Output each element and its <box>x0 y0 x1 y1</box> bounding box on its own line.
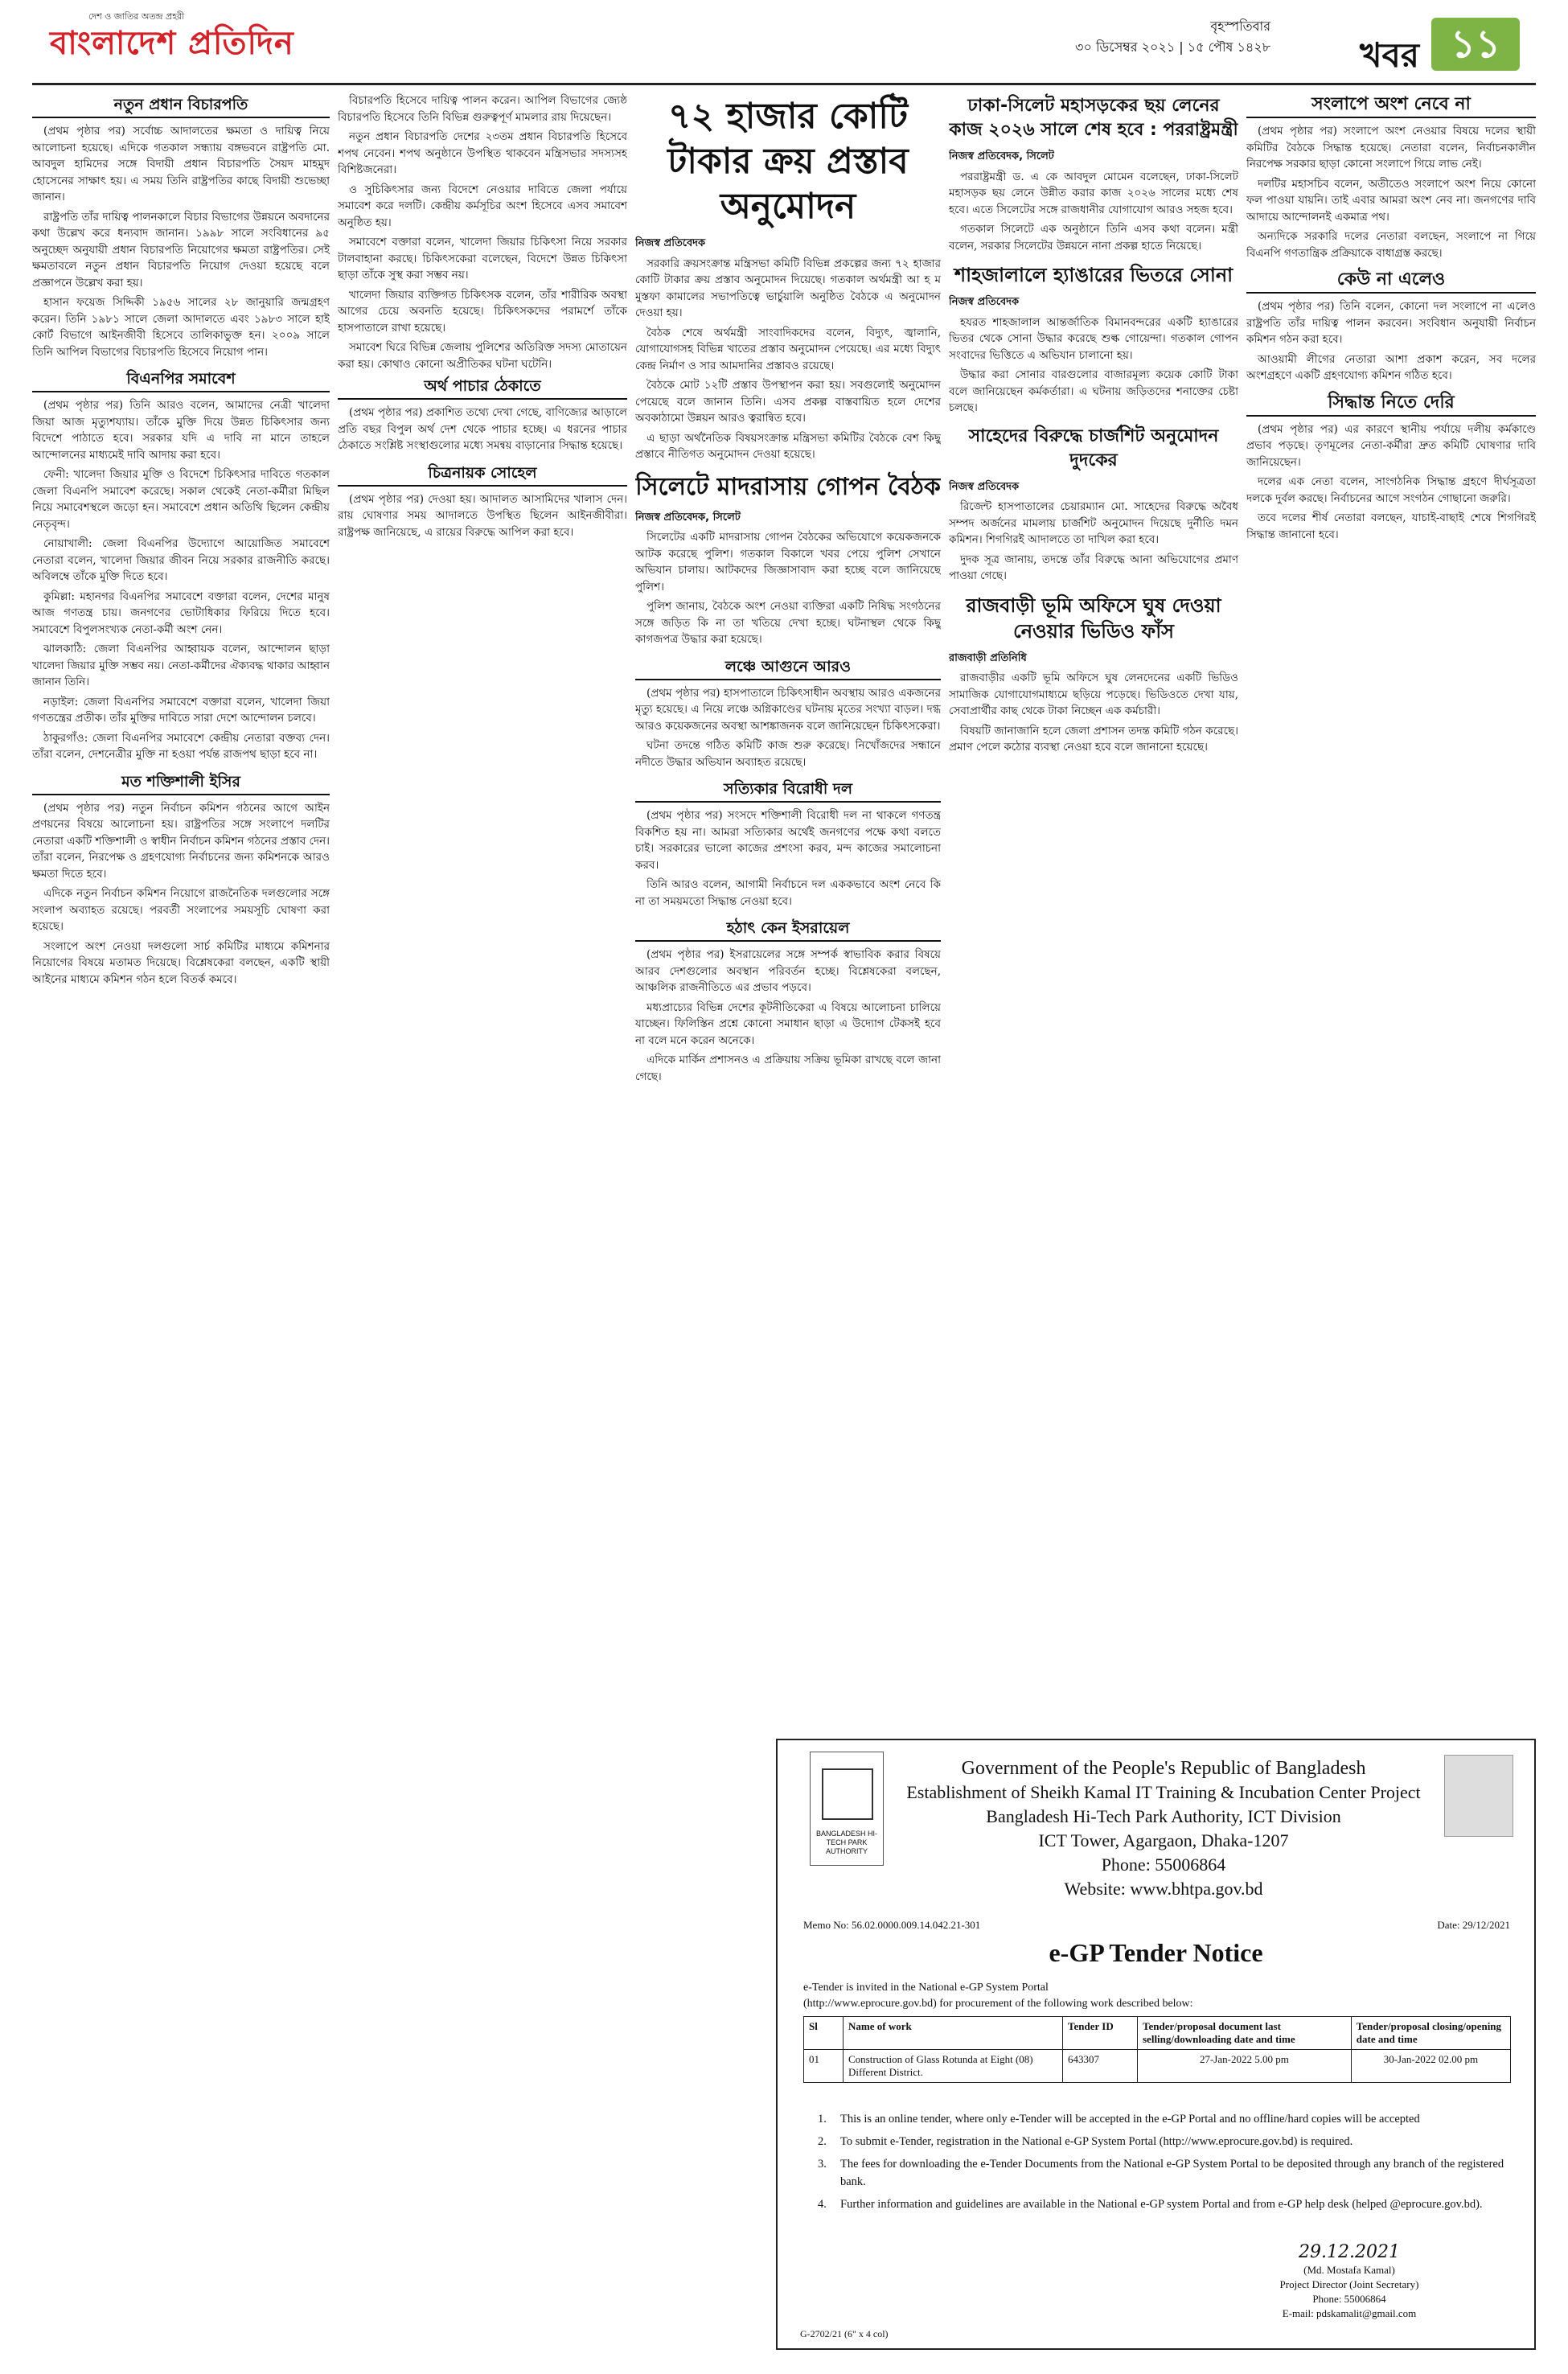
article-rajbari-bribe <box>949 593 1238 756</box>
signer-name: (Md. Mostafa Kamal) <box>1303 2264 1395 2276</box>
byline: নিজস্ব প্রতিবেদক, সিলেট <box>949 150 1054 162</box>
paragraph: (প্রথম পৃষ্ঠার পর) সংসদে শক্তিশালী বিরোধী দল না থাকলে গণতন্ত্র বিকশিত হয় না। আমরা সত্যিকার অর্থেই জনগণের পক্ষে কথা বলতে চাই। সরকারের ভালো কাজের প্রশংসা করব, মন্দ কাজের সমালোচনা করব। <box>635 809 941 872</box>
paragraph: ঝালকাঠি: জেলা বিএনপির আহ্বায়ক বলেন, আন্দোলন ছাড়া খালেদা জিয়ার মুক্তি সম্ভব নয়। নেতা-কর্মীদের ঐক্যবদ্ধ থাকার আহ্বান জানান তিনি। <box>32 643 330 688</box>
byline: নিজস্ব প্রতিবেদক, সিলেট <box>635 511 741 524</box>
paragraph: ঠাকুরগাঁও: জেলা বিএনপির সমাবেশে কেন্দ্রীয় নেতারা বক্তব্য দেন। তাঁরা বলেন, দেশনেত্রীর মুক্তি না হওয়া পর্যন্ত রাজপথ ছাড়া হবে না। <box>32 731 330 761</box>
table-row <box>804 2050 1511 2083</box>
paragraph: দুদক সূত্র জানায়, তদন্তে তাঁর বিরুদ্ধে আনা অভিযোগের প্রমাণ পাওয়া গেছে। <box>949 552 1238 582</box>
headline: মত শক্তিশালী ইসির <box>32 771 330 795</box>
headline: সত্যিকার বিরোধী দল <box>635 778 941 803</box>
tender-intro <box>803 1980 1193 2012</box>
paragraph: কুমিল্লা: মহানগর বিএনপির সমাবেশে বক্তারা বলেন, দেশের মানুষ আজ গণতন্ত্র চায়। জনগণের ভোটাধিকার ফিরিয়ে দিতে হবে। সমাবেশে বিপুলসংখ্যক নেতা-কর্মী অংশ নেন। <box>32 589 330 636</box>
note-text: To submit e-Tender, registration in the National e-GP System Portal (http://www.eprocure.gov.bd) is required. <box>840 2135 1353 2148</box>
column-header: Tender/proposal document last selling/downloading date and time <box>1138 2017 1352 2050</box>
authority-name: Bangladesh Hi-Tech Park Authority, ICT Division <box>986 1806 1341 1826</box>
signature-block <box>1261 2242 1438 2321</box>
article-decision-delay <box>1246 392 1536 544</box>
paragraph: নড়াইল: জেলা বিএনপির সমাবেশে বক্তারা বলেন, খালেদা জিয়া গণতন্ত্রের প্রতীক। তাঁর মুক্তির দাবিতে সারা দেশে আন্দোলন চলবে। <box>32 695 330 725</box>
newspaper-logo: বাংলাদেশ প্রতিদিন <box>50 25 294 62</box>
note-item: 3. The fees for downloading the e-Tender Documents from the National e-GP System Portal to be deposited through any branch of the registered bank. <box>818 2155 1509 2191</box>
paragraph: আওয়ামী লীগের নেতারা আশা প্রকাশ করেন, সব দলের অংশগ্রহণে একটি গ্রহণযোগ্য কমিশন গঠিত হবে। <box>1246 352 1536 382</box>
column-header: Name of work <box>844 2017 1063 2050</box>
paragraph: ঘটনা তদন্তে গঠিত কমিটি কাজ শুরু করেছে। নিখোঁজদের সন্ধানে নদীতে উদ্ধার অভিযান অব্যাহত রয়েছে। <box>635 739 941 769</box>
paragraph: সমাবেশে বক্তারা বলেন, খালেদা জিয়ার চিকিৎসা নিয়ে সরকার টালবাহানা করছে। চিকিৎসকেরা বলেছেন, বিদেশে উন্নত চিকিৎসা ছাড়া তাঁকে সুস্থ করা সম্ভব নয়। <box>338 236 627 281</box>
paragraph: নোয়াখালী: জেলা বিএনপির উদ্যোগে আয়োজিত সমাবেশে নেতারা বলেন, খালেদা জিয়ার জীবন নিয়ে সরকার রাজনীতি করছে। অবিলম্বে তাঁকে মুক্তি দিতে হবে। <box>32 537 330 583</box>
headline: কেউ না এলেও <box>1246 269 1536 294</box>
article-shahjalal-gold <box>949 262 1238 417</box>
paragraph: মধ্যপ্রাচ্যের বিভিন্ন দেশের কূটনীতিকেরা এ বিষয়ে আলোচনা চালিয়ে যাচ্ছেন। ফিলিস্তিন প্রশ্নে কোনো সমাধান ছাড়া এ উদ্যোগ টেকসই হবে না বলে মনে করেন অনেকে। <box>635 1000 941 1047</box>
date: ৩০ ডিসেম্বর ২০২১ | ১৫ পৌষ ১৪২৮ <box>1075 39 1270 55</box>
signer-email: E-mail: pdskamalit@gmail.com <box>1282 2307 1417 2319</box>
headline: অর্থ পাচার ঠেকাতে <box>338 376 627 400</box>
column-5 <box>1246 92 1536 1725</box>
paragraph: তবে দলের শীর্ষ নেতারা বলছেন, যাচাই-বাছাই শেষে শিগগিরই সিদ্ধান্ত জানানো হবে। <box>1246 511 1536 541</box>
article-launch-fire <box>635 656 941 771</box>
headline: রাজবাড়ী ভূমি অফিসে ঘুষ দেওয়া নেওয়ার ভিডিও ফাঁস <box>966 594 1221 643</box>
tender-title: e-GP Tender Notice <box>1049 1938 1263 1967</box>
website: Website: www.bhtpa.gov.bd <box>1064 1879 1263 1899</box>
table-cell: 643307 <box>1063 2050 1138 2083</box>
paragraph: গতকাল সিলেটে এক অনুষ্ঠানে তিনি এসব কথা বলেন। মন্ত্রী বলেন, সরকার সিলেটের উন্নয়নে নানা প্রকল্প হাতে নিয়েছে। <box>949 223 1238 253</box>
paragraph: তিনি আরও বলেন, আগামী নির্বাচনে দল এককভাবে অংশ নেবে কি না তা সময়মতো সিদ্ধান্ত নেওয়া হবে। <box>635 878 941 908</box>
paragraph: (প্রথম পৃষ্ঠার পর) ইসরায়েলের সঙ্গে সম্পর্ক স্বাভাবিক করার বিষয়ে আরব দেশগুলোর অবস্থান পরিবর্তন হচ্ছে। বিশ্লেষকেরা বলছেন, আঞ্চলিক রাজনীতিতে এর প্রভাব পড়বে। <box>635 948 941 994</box>
paragraph: (প্রথম পৃষ্ঠার পর) নতুন নির্বাচন কমিশন গঠনের আগে আইন প্রণয়নের বিষয়ে আলোচনা হয়। রাষ্ট্রপতির সঙ্গে সংলাপে দলটির নেতারা একটি শক্তিশালী ও স্বাধীন নির্বাচন কমিশন গঠনের প্রস্তাব দেন। তাঁরা বলেন, নিরপেক্ষ ও গ্রহণযোগ্য নির্বাচনের জন্য কমিশনকে আরও ক্ষমতা দিতে হবে। <box>32 801 330 881</box>
govt-name: Government of the People's Republic of Bangladesh <box>961 1758 1366 1779</box>
paragraph: নতুন প্রধান বিচারপতি দেশের ২৩তম প্রধান বিচারপতি হিসেবে শপথ নেবেন। শপথ অনুষ্ঠানে উপস্থিত থাকবেন মন্ত্রিসভার সদস্যসহ বিশিষ্টজনেরা। <box>338 130 627 176</box>
paragraph: পুলিশ জানায়, বৈঠকে অংশ নেওয়া ব্যক্তিরা একটি নিষিদ্ধ সংগঠনের সঙ্গে জড়িত কি না তা খতিয়ে দেখা হচ্ছে। ঘটনাস্থল থেকে কিছু কাগজপত্র উদ্ধার করা হয়েছে। <box>635 600 941 646</box>
paragraph: রাজবাড়ীর একটি ভূমি অফিসে ঘুষ লেনদেনের একটি ভিডিও সামাজিক যোগাযোগমাধ্যমে ছড়িয়ে পড়েছে। ভিডিওতে দেখা যায়, সেবাপ্রার্থীর কাছ থেকে টাকা নিচ্ছেন এক কর্মচারী। <box>949 672 1238 717</box>
byline: নিজস্ব প্রতিবেদক <box>635 237 706 249</box>
column-3 <box>635 92 941 1725</box>
paragraph: বৈঠকে মোট ১২টি প্রস্তাব উপস্থাপন করা হয়। সবগুলোই অনুমোদন পেয়েছে বলে জানান তিনি। এসব প্রকল্প বাস্তবায়িত হলে দেশের অবকাঠামো উন্নয়ন আরও ত্বরান্বিত হবে। <box>635 379 941 425</box>
paragraph: ফেনী: খালেদা জিয়ার মুক্তি ও বিদেশে চিকিৎসার দাবিতে গতকাল জেলা বিএনপি সমাবেশ করেছে। সকাল থেকেই নেতা-কর্মীরা মিছিল নিয়ে সমাবেশস্থলে জড়ো হন। সমাবেশে প্রধান অতিথি ছিলেন কেন্দ্রীয় নেতৃবৃন্দ। <box>32 468 330 531</box>
building-icon <box>822 1768 873 1820</box>
intro-line: e-Tender is invited in the National e-GP System Portal <box>803 1982 1049 1994</box>
headline: চিত্রনায়ক সোহেল <box>338 462 627 487</box>
article-actor-sohel <box>338 462 627 541</box>
byline: নিজস্ব প্রতিবেদক <box>949 480 1020 493</box>
lead-headline: ৭২ হাজার কোটি টাকার ক্রয় প্রস্তাব অনুমোদন <box>667 96 909 227</box>
paragraph: সংলাপে অংশ নেওয়া দলগুলো সার্চ কমিটির মাধ্যমে কমিশনার নিয়োগের বিষয়ে মতামত দিয়েছে। বিশ্লেষকেরা বলছেন, একটি স্থায়ী আইনের মাধ্যমে কমিশন গঠন হলে বিতর্ক কমবে। <box>32 939 330 986</box>
paragraph: এ ছাড়া অর্থনৈতিক বিষয়সংক্রান্ত মন্ত্রিসভা কমিটির বৈঠকে বেশ কিছু প্রস্তাবে নীতিগত অনুমোদন দেওয়া হয়েছে। <box>635 431 941 461</box>
table-cell: 27-Jan-2022 5.00 pm <box>1138 2050 1352 2083</box>
headline: লঞ্চে আগুনে আরও <box>635 656 941 680</box>
signer-phone: Phone: 55006864 <box>1312 2293 1386 2305</box>
dateline <box>1075 16 1270 58</box>
paragraph: হযরত শাহজালাল আন্তর্জাতিক বিমানবন্দরের একটি হ্যাঙারের ভিতর থেকে সোনা উদ্ধার করেছে শুল্ক গোয়েন্দা। গতকাল গোপন সংবাদের ভিত্তিতে এ অভিযান চালানো হয়। <box>949 315 1238 362</box>
paragraph: সিলেটের একটি মাদরাসায় গোপন বৈঠকের অভিযোগে কয়েকজনকে আটক করেছে পুলিশ। গতকাল বিকালে খবর পেয়ে পুলিশ সেখানে অভিযান চালায়। আটকদের জিজ্ঞাসাবাদ করা হচ্ছে বলে জানিয়েছে পুলিশ। <box>635 531 941 594</box>
paragraph: (প্রথম পৃষ্ঠার পর) এর কারণে স্থানীয় পর্যায়ে দলীয় কর্মকাণ্ডে প্রভাব পড়ছে। তৃণমূলের নেতা-কর্মীরা দ্রুত কমিটি ঘোষণার দাবি জানিয়েছেন। <box>1246 422 1536 469</box>
note-text: Further information and guidelines are available in the National e-GP system Portal and from e-GP help desk (helped @eprocure.gov.bd). <box>840 2198 1483 2211</box>
paragraph: (প্রথম পৃষ্ঠার পর) সর্বোচ্চ আদালতের ক্ষমতা ও দায়িত্ব নিয়ে আলোচনা হয়েছে। এদিকে গতকাল সন্ধ্যায় বঙ্গভবনে রাষ্ট্রপতি মো. আবদুল হামিদের সঙ্গে বিদায়ী প্রধান বিচারপতি সৈয়দ মাহমুদ হোসেনের সাক্ষাৎ হয়। এ সময় তিনি রাষ্ট্রপতির কাছে বিদায়ী শুভেচ্ছা জানান। <box>32 125 330 203</box>
ad-code: G-2702/21 (6" x 4 col) <box>800 2328 889 2339</box>
paragraph: দলটির মহাসচিব বলেন, অতীতেও সংলাপে অংশ নিয়ে কোনো ফল পাওয়া যায়নি। তাই এবার আমরা অংশ নেব না। জনগণের দাবি আদায়ে আন্দোলনই একমাত্র পথ। <box>1246 177 1536 224</box>
note-text: This is an online tender, where only e-Tender will be accepted in the e-GP Portal and no offline/hard copies will be accepted <box>840 2113 1420 2126</box>
paragraph: (প্রথম পৃষ্ঠার পর) সংলাপে অংশ নেওয়ার বিষয়ে দলের স্থায়ী কমিটির বৈঠকে সিদ্ধান্ত হয়েছে। নেতারা বলেন, নির্বাচনকালীন নিরপেক্ষ সরকার ছাড়া কোনো সংলাপে গিয়ে লাভ নেই। <box>1246 125 1536 170</box>
note-item: 2. To submit e-Tender, registration in the National e-GP System Portal (http://www.eprocure.gov.bd) is required. <box>818 2133 1509 2150</box>
signer-designation: Project Director (Joint Secretary) <box>1279 2278 1419 2290</box>
memo-number: Memo No: 56.02.0000.009.14.042.21-301 <box>803 1919 981 1931</box>
article-even-if-none-come <box>1246 269 1536 384</box>
section-label: খবর <box>1359 35 1419 75</box>
paragraph: সমাবেশ ঘিরে বিভিন্ন জেলায় পুলিশের অতিরিক্ত সদস্য মোতায়েন করা হয়। কোথাও কোনো অপ্রীতিকর ঘটনা ঘটেনি। <box>338 341 627 371</box>
paragraph: অন্যদিকে সরকারি দলের নেতারা বলছেন, সংলাপে না গিয়ে বিএনপি গণতান্ত্রিক প্রক্রিয়াকে বাধাগ্রস্ত করছে। <box>1246 230 1536 260</box>
article-real-opposition <box>635 778 941 910</box>
project-name: Establishment of Sheikh Kamal IT Training & Incubation Center Project <box>906 1782 1421 1802</box>
headline: হঠাৎ কেন ইসরায়েল <box>635 918 941 942</box>
day: বৃহস্পতিবার <box>1210 18 1270 34</box>
headline: নতুন প্রধান বিচারপতি <box>32 94 330 118</box>
intro-line: (http://www.eprocure.gov.bd) for procurement of the following work described below: <box>803 1998 1193 2010</box>
tender-notice <box>776 1739 1536 2350</box>
headline: সিলেটে মাদরাসায় গোপন বৈঠক <box>635 472 941 501</box>
headline: শাহজালালে হ্যাঙারের ভিতরে সোনা <box>954 264 1233 286</box>
byline: নিজস্ব প্রতিবেদক <box>949 296 1020 308</box>
article-israel <box>635 918 941 1085</box>
table-cell: 01 <box>804 2050 844 2083</box>
article-new-chief-justice <box>32 94 330 360</box>
column-header: Tender/proposal closing/opening date and time <box>1351 2017 1510 2050</box>
masthead-rule <box>32 83 1536 85</box>
paragraph: হাসান ফয়েজ সিদ্দিকী ১৯৫৬ সালের ২৮ জানুয়ারি জন্মগ্রহণ করেন। তিনি ১৯৮১ সালে জেলা আদালতে এবং ১৯৮৩ সালে হাই কোর্ট বিভাগে আইনজীবী হিসেবে তালিকাভুক্ত হন। ২০০৯ সালে তিনি আপিল বিভাগের বিচারপতি হিসেবে নিয়োগ পান। <box>32 296 330 359</box>
article-sahed-chargesheet <box>949 425 1238 585</box>
paragraph: বিচারপতি হিসেবে দায়িত্ব পালন করেন। আপিল বিভাগের জ্যেষ্ঠ বিচারপতি হিসেবে তিনি বিভিন্ন গুরুত্বপূর্ণ মামলার রায় দিয়েছেন। <box>338 94 627 124</box>
phone: Phone: 55006864 <box>1101 1854 1226 1875</box>
paragraph: উদ্ধার করা সোনার বারগুলোর বাজারমূল্য কয়েক কোটি টাকা বলে জানিয়েছেন কর্মকর্তারা। এ ঘটনায় জড়িতদের শনাক্তের চেষ্টা চলছে। <box>949 368 1238 414</box>
paragraph: বিষয়টি জানাজানি হলে জেলা প্রশাসন তদন্ত কমিটি গঠন করেছে। প্রমাণ পেলে কঠোর ব্যবস্থা নেওয়া হবে বলে জানানো হয়েছে। <box>949 724 1238 754</box>
article-purchase-approval <box>635 94 941 463</box>
paragraph: (প্রথম পৃষ্ঠার পর) দেওয়া হয়। আদালত আসামিদের খালাস দেন। রায় ঘোষণার সময় আদালতে উপস্থিত ছিলেন আইনজীবীরা। রাষ্ট্রপক্ষ জানিয়েছে, এ রায়ের বিরুদ্ধে আপিল করা হবে। <box>338 492 627 539</box>
column-2 <box>338 92 627 2352</box>
portrait-image <box>1444 1755 1513 1837</box>
byline: রাজবাড়ী প্রতিনিধি <box>949 651 1027 664</box>
paragraph: এদিকে মার্কিন প্রশাসনও এ প্রক্রিয়ায় সক্রিয় ভূমিকা রাখছে বলে জানা গেছে। <box>635 1054 941 1083</box>
paragraph: (প্রথম পৃষ্ঠার পর) তিনি আরও বলেন, আমাদের নেত্রী খালেদা জিয়া আজ মৃত্যুশয্যায়। তাঁকে মুক্তি দিয়ে উন্নত চিকিৎসার জন্য বিদেশে পাঠাতে হবে। সরকার যদি এ দাবি না মানে তাহলে আন্দোলনের মাধ্যমেই দাবি আদায় করা হবে। <box>32 399 330 462</box>
paragraph: পররাষ্ট্রমন্ত্রী ড. এ কে আবদুল মোমেন বলেছেন, ঢাকা-সিলেট মহাসড়ক ছয় লেনে উন্নীত করার কাজ ২০২৬ সালের মধ্যে শেষ হবে। এতে সিলেটের সঙ্গে রাজধানীর যোগাযোগ আরও সহজ হবে। <box>949 170 1238 216</box>
headline: বিএনপির সমাবেশ <box>32 368 330 392</box>
paragraph: সরকারি ক্রয়সংক্রান্ত মন্ত্রিসভা কমিটি বিভিন্ন প্রকল্পের জন্য ৭২ হাজার কোটি টাকার ক্রয় প্রস্তাব অনুমোদন দিয়েছে। গতকাল অর্থমন্ত্রী আ হ ম মুস্তফা কামালের সভাপতিত্বে ভার্চুয়ালি অনুষ্ঠিত বৈঠকে এ অনুমোদন দেওয়া হয়। <box>635 257 941 319</box>
paragraph: রাষ্ট্রপতি তাঁর দায়িত্ব পালনকালে বিচার বিভাগের উন্নয়নে অবদানের কথা উল্লেখ করে ধন্যবাদ জানান। ১৯৯৮ সালে সংবিধানের ৯৫ অনুচ্ছেদ অনুযায়ী প্রধান বিচারপতি নিয়োগের ক্ষমতা রাষ্ট্রপতির। সেই ক্ষমতাবলে নতুন প্রধান বিচারপতি নিয়োগ দেওয়া হয়েছে বলে প্রজ্ঞাপনে উল্লেখ করা হয়। <box>32 210 330 290</box>
paragraph: এদিকে নতুন নির্বাচন কমিশন নিয়োগে রাজনৈতিক দলগুলোর সঙ্গে সংলাপ অব্যাহত রয়েছে। পরবর্তী সংলাপের সময়সূচি ঘোষণা করা হয়েছে। <box>32 887 330 933</box>
table-cell: Construction of Glass Rotunda at Eight (08) Different District. <box>844 2050 1063 2083</box>
table-cell: 30-Jan-2022 02.00 pm <box>1351 2050 1510 2083</box>
column-header: Sl <box>804 2017 844 2050</box>
article-dhaka-sylhet-highway <box>949 94 1238 254</box>
article-money-laundering <box>338 376 627 454</box>
masthead <box>32 6 1536 80</box>
column-1 <box>32 92 330 2352</box>
paragraph: রিজেন্ট হাসপাতালের চেয়ারম্যান মো. সাহেদের বিরুদ্ধে অবৈধ সম্পদ অর্জনের মামলায় চার্জশিট অনুমোদন দিয়েছে দুর্নীতি দমন কমিশন। শিগগিরই আদালতে তা দাখিল করা হবে। <box>949 500 1238 546</box>
page-number: ১১ <box>1431 18 1520 71</box>
paragraph: দলের এক নেতা বলেন, সাংগঠনিক সিদ্ধান্ত গ্রহণে দীর্ঘসূত্রতা দলকে দুর্বল করছে। নির্বাচনের আগে সংগঠন গোছানো জরুরি। <box>1246 475 1536 505</box>
tender-notes <box>818 2110 1509 2218</box>
headline: ঢাকা-সিলেট মহাসড়কের ছয় লেনের কাজ ২০২৬ সালে শেষ হবে : পররাষ্ট্রমন্ত্রী <box>949 96 1238 140</box>
paragraph: (প্রথম পৃষ্ঠার পর) হাসপাতালে চিকিৎসাধীন অবস্থায় আরও একজনের মৃত্যু হয়েছে। এ নিয়ে লঞ্চে অগ্নিকাণ্ডের ঘটনায় মৃতের সংখ্যা বাড়ল। দগ্ধ আরও কয়েকজনের অবস্থা আশঙ্কাজনক বলে জানিয়েছেন চিকিৎসকেরা। <box>635 686 941 733</box>
bhtpa-logo <box>810 1752 884 1866</box>
note-text: The fees for downloading the e-Tender Documents from the National e-GP System Portal to be deposited through any branch of the registered bank. <box>840 2158 1504 2188</box>
note-item: 4. Further information and guidelines are available in the National e-GP system Portal and from e-GP help desk (helped @eprocure.gov.bd). <box>818 2195 1509 2213</box>
paragraph: খালেদা জিয়ার ব্যক্তিগত চিকিৎসক বলেন, তাঁর শারীরিক অবস্থা আগের চেয়ে অবনতি হয়েছে। চিকিৎসকদের পরামর্শে তাঁকে হাসপাতালে রাখা হয়েছে। <box>338 288 627 335</box>
tender-table <box>803 2016 1511 2083</box>
column-4 <box>949 92 1238 1725</box>
note-item: 1. This is an online tender, where only e-Tender will be accepted in the e-GP Portal and no offline/hard copies will be accepted <box>818 2110 1509 2128</box>
column-header: Tender ID <box>1063 2017 1138 2050</box>
article-dialogue-boycott <box>1246 94 1536 261</box>
notice-date: Date: 29/12/2021 <box>1437 1919 1510 1931</box>
headline: সংলাপে অংশ নেবে না <box>1246 94 1536 118</box>
paragraph: ও সুচিকিৎসার জন্য বিদেশে নেওয়ার দাবিতে জেলা পর্যায়ে সমাবেশ করে দলটি। কেন্দ্রীয় কর্মসূচির অংশ হিসেবে এসব সমাবেশ অনুষ্ঠিত হয়। <box>338 183 627 229</box>
table-header-row <box>804 2017 1511 2050</box>
article-bnp-rally <box>32 368 330 763</box>
article-sylhet-madrasa <box>635 471 941 648</box>
article-strong-ec <box>32 771 330 988</box>
paragraph: (প্রথম পৃষ্ঠার পর) প্রকাশিত তথ্যে দেখা গেছে, বাণিজ্যের আড়ালে প্রতি বছর বিপুল অর্থ দেশ থেকে পাচার হচ্ছে। এ ধরনের পাচার ঠেকাতে সংশ্লিষ্ট সংস্থাগুলোর মধ্যে সমন্বয় বাড়ানোর সিদ্ধান্ত হয়েছে। <box>338 406 627 452</box>
headline: সিদ্ধান্ত নিতে দেরি <box>1246 392 1536 417</box>
logo-tagline: দেশ ও জাতির অতন্দ্র প্রহরী <box>88 11 185 22</box>
paragraph: (প্রথম পৃষ্ঠার পর) তিনি বলেন, কোনো দল সংলাপে না এলেও রাষ্ট্রপতি তাঁর দায়িত্ব পালন করবেন। সংবিধান অনুযায়ী নির্বাচন কমিশন গঠন করা হবে। <box>1246 300 1536 346</box>
logo-text: BANGLADESH HI-TECH PARK AUTHORITY <box>815 1830 878 1855</box>
handwritten-signature: 29.12.2021 <box>1299 2242 1400 2262</box>
headline: সাহেদের বিরুদ্ধে চার্জশিট অনুমোদন দুদকের <box>968 425 1219 470</box>
tender-header <box>906 1756 1421 1901</box>
paragraph: বৈঠক শেষে অর্থমন্ত্রী সাংবাদিকদের বলেন, বিদ্যুৎ, জ্বালানি, যোগাযোগসহ বিভিন্ন খাতের প্রস্তাব অনুমোদন পেয়েছে। এর মধ্যে বিদ্যুৎ কেন্দ্র নির্মাণ ও সার আমদানির প্রস্তাবও রয়েছে। <box>635 326 941 372</box>
address: ICT Tower, Agargaon, Dhaka-1207 <box>1038 1830 1289 1850</box>
